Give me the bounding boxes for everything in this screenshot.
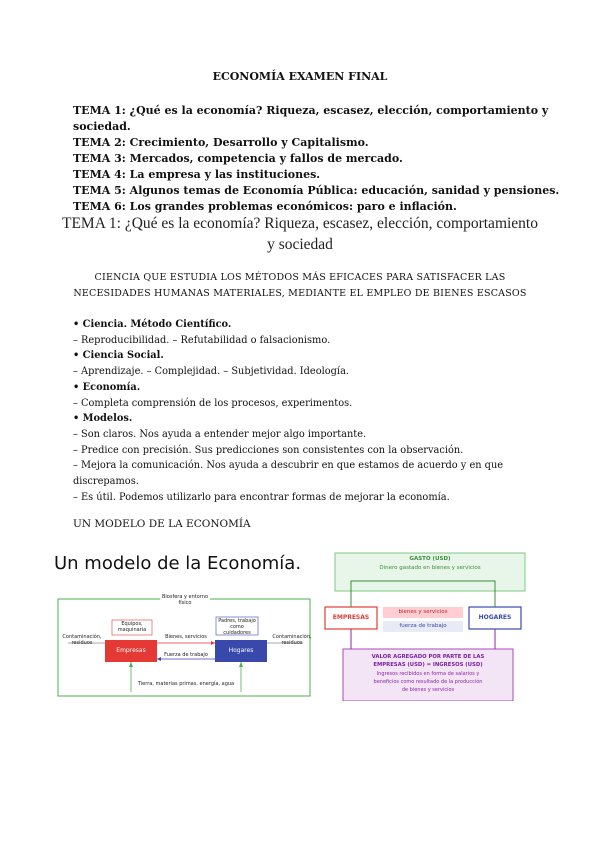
goods-flow-label: bienes y servicios xyxy=(398,609,448,615)
homes-box: HOGARES xyxy=(478,614,512,621)
contamination-left-label: Contaminación, residuos xyxy=(62,634,102,646)
document-title: ECONOMÍA EXAMEN FINAL xyxy=(212,70,388,83)
note-modelos: • Modelos. xyxy=(73,413,133,425)
definition-line-1: CIENCIA QUE ESTUDIA LOS MÉTODOS MÁS EFICACES PARA SATISFACER LAS xyxy=(94,272,506,283)
economy-model-diagram xyxy=(48,537,320,700)
labour-flow-label: fuerza de trabajo xyxy=(399,623,447,629)
section-heading xyxy=(60,213,540,255)
topic-3: TEMA 3: Mercados, competencia y fallos de mercado. xyxy=(73,152,403,165)
parents-label: Padres, trabajo como cuidadores xyxy=(218,618,256,636)
value-added-sub-3: de bienes y servicios xyxy=(401,687,455,693)
firms-box: EMPRESAS xyxy=(332,614,370,621)
firms-box: Empresas xyxy=(116,647,146,654)
goods-label: Bienes, servicios xyxy=(165,634,207,640)
topic-5: TEMA 5: Algunos temas de Economía Pública: educación, sanidad y pensiones. xyxy=(73,184,560,197)
note-line: – Es útil. Podemos utilizarlo para encontrar formas de mejorar la economía. xyxy=(73,491,450,503)
biosphere-label: Biosfera y entorno físico xyxy=(161,594,209,606)
topic-2: TEMA 2: Crecimiento, Desarrollo y Capitalismo. xyxy=(73,136,369,149)
diagram-title: Un modelo de la Economía. xyxy=(54,553,302,574)
note-ciencia: • Ciencia. Método Científico. xyxy=(73,319,232,330)
homes-box: Hogares xyxy=(228,647,254,654)
note-ciencia-social: • Ciencia Social. xyxy=(73,350,164,362)
contamination-right-label: Contaminación, residuos xyxy=(272,634,312,646)
heading-line-1: TEMA 1: ¿Qué es la economía? Riqueza, escasez, elección, comportamiento xyxy=(61,215,538,232)
topic-6: TEMA 6: Los grandes problemas económicos: paro e inflación. xyxy=(73,200,457,213)
value-added-sub-2: beneficios como resultado de la producción xyxy=(373,679,483,685)
note-line: – Mejora la comunicación. Nos ayuda a descubrir en que estamos de acuerdo y en que discrepamos. xyxy=(73,460,504,488)
value-added-line-2: EMPRESAS (USD) = INGRESOS (USD) xyxy=(373,662,483,668)
topic-1: TEMA 1: ¿Qué es la economía? Riqueza, escasez, elección, comportamiento y sociedad. xyxy=(73,104,549,133)
note-line: – Completa comprensión de los procesos, experimentos. xyxy=(73,397,353,409)
note-economia: • Economía. xyxy=(73,381,141,393)
topic-4: TEMA 4: La empresa y las instituciones. xyxy=(73,168,321,181)
value-added-line-1: VALOR AGREGADO POR PARTE DE LAS xyxy=(371,654,485,660)
resources-label: Tierra, materias primas, energía, agua xyxy=(137,681,235,687)
notes-body xyxy=(73,317,543,505)
labour-label: Fuerza de trabajo xyxy=(164,652,208,658)
section-title-model: UN MODELO DE LA ECONOMÍA xyxy=(73,518,251,530)
definition-line-2: NECESIDADES HUMANAS MATERIALES, MEDIANTE EL EMPLEO DE BIENES ESCASOS xyxy=(73,288,527,299)
note-line: – Reproducibilidad. – Refutabilidad o falsacionismo. xyxy=(73,334,331,346)
note-line: – Son claros. Nos ayuda a entender mejor algo importante. xyxy=(73,428,367,440)
note-line: – Predice con precisión. Sus predicciones son consistentes con la observación. xyxy=(73,444,464,456)
heading-line-2: y sociedad xyxy=(267,236,333,253)
value-added-sub-1: Ingresos recibidos en forma de salarios y xyxy=(376,671,480,677)
economics-definition xyxy=(60,270,540,302)
circular-flow-diagram xyxy=(323,551,538,701)
equipment-label: Equipos, maquinaria xyxy=(117,621,147,633)
topic-list xyxy=(73,103,600,215)
diagram-lines xyxy=(48,537,320,700)
gasto-title: GASTO (USD) xyxy=(409,556,451,562)
gasto-subtitle: Dinero gastado en bienes y servicios xyxy=(379,565,481,571)
note-line: – Aprendizaje. – Complejidad. – Subjetividad. Ideología. xyxy=(73,366,350,378)
